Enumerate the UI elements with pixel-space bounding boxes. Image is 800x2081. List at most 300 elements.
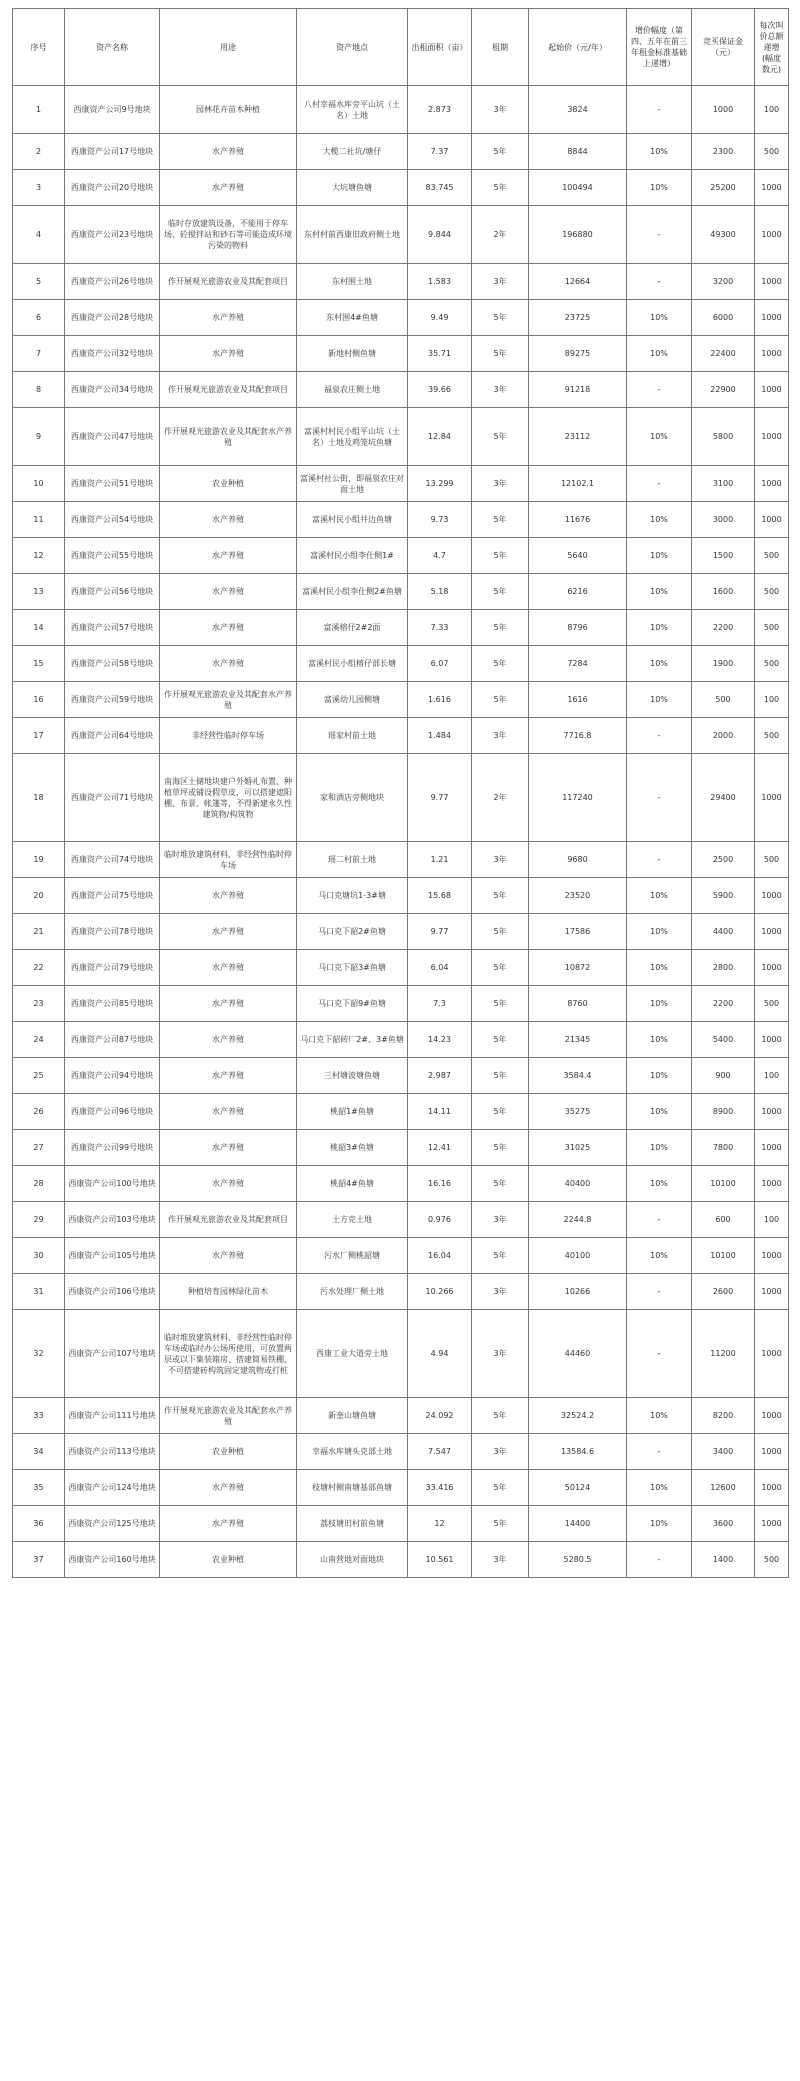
- cell-location: 马口克下韶砖厂2#、3#鱼塘: [297, 1022, 408, 1058]
- table-row: [13, 1506, 789, 1542]
- cell-usage: 水产养殖: [160, 1506, 297, 1542]
- cell-asset-name: 西康资产公司103号地块: [65, 1202, 160, 1238]
- cell-bid-increment: 500: [755, 610, 789, 646]
- cell-area: 33.416: [408, 1470, 472, 1506]
- cell-bid-increment: 1000: [755, 914, 789, 950]
- cell-index: 22: [13, 950, 65, 986]
- cell-deposit: 2000: [692, 718, 755, 754]
- table-row: [13, 336, 789, 372]
- cell-bid-increment: 1000: [755, 372, 789, 408]
- cell-location: 福泉农庄侧土地: [297, 372, 408, 408]
- cell-term: 5年: [472, 134, 529, 170]
- cell-asset-name: 西康资产公司28号地块: [65, 300, 160, 336]
- cell-increase-rate: -: [627, 718, 692, 754]
- cell-index: 29: [13, 1202, 65, 1238]
- header-row: [13, 9, 789, 86]
- cell-location: 富溪村社公街，即福泉农庄对面土地: [297, 466, 408, 502]
- cell-increase-rate: 10%: [627, 950, 692, 986]
- cell-index: 28: [13, 1166, 65, 1202]
- cell-location: 幸福水库塘头克部土地: [297, 1434, 408, 1470]
- cell-increase-rate: 10%: [627, 1470, 692, 1506]
- cell-term: 5年: [472, 1470, 529, 1506]
- table-row: [13, 1274, 789, 1310]
- table-row: [13, 1058, 789, 1094]
- cell-location: 新地村侧鱼塘: [297, 336, 408, 372]
- cell-location: 马口克塘坑1-3#塘: [297, 878, 408, 914]
- cell-area: 9.77: [408, 754, 472, 842]
- cell-usage: 作开展观光旅游农业及其配套水产养殖: [160, 682, 297, 718]
- cell-area: 9.49: [408, 300, 472, 336]
- cell-term: 5年: [472, 574, 529, 610]
- cell-asset-name: 西康资产公司94号地块: [65, 1058, 160, 1094]
- table-row: [13, 754, 789, 842]
- cell-asset-name: 西康资产公司17号地块: [65, 134, 160, 170]
- cell-increase-rate: 10%: [627, 502, 692, 538]
- cell-index: 20: [13, 878, 65, 914]
- cell-usage: 水产养殖: [160, 1094, 297, 1130]
- cell-starting-price: 5640: [529, 538, 627, 574]
- cell-bid-increment: 1000: [755, 466, 789, 502]
- cell-deposit: 2500: [692, 842, 755, 878]
- cell-increase-rate: -: [627, 842, 692, 878]
- cell-index: 3: [13, 170, 65, 206]
- cell-asset-name: 西康资产公司23号地块: [65, 206, 160, 264]
- cell-asset-name: 西康资产公司34号地块: [65, 372, 160, 408]
- cell-bid-increment: 1000: [755, 1166, 789, 1202]
- cell-area: 6.04: [408, 950, 472, 986]
- table-row: [13, 1470, 789, 1506]
- cell-location: 富溪榕仔2#2面: [297, 610, 408, 646]
- cell-location: 马口克下韶2#鱼塘: [297, 914, 408, 950]
- cell-location: 东村围4#鱼塘: [297, 300, 408, 336]
- cell-increase-rate: 10%: [627, 1022, 692, 1058]
- cell-index: 26: [13, 1094, 65, 1130]
- table-row: [13, 408, 789, 466]
- cell-bid-increment: 1000: [755, 206, 789, 264]
- cell-asset-name: 西康资产公司20号地块: [65, 170, 160, 206]
- cell-starting-price: 89275: [529, 336, 627, 372]
- cell-starting-price: 5280.5: [529, 1542, 627, 1578]
- cell-term: 5年: [472, 408, 529, 466]
- cell-term: 3年: [472, 86, 529, 134]
- table-row: [13, 610, 789, 646]
- cell-starting-price: 23520: [529, 878, 627, 914]
- cell-asset-name: 西康资产公司111号地块: [65, 1398, 160, 1434]
- cell-usage: 水产养殖: [160, 610, 297, 646]
- cell-deposit: 22900: [692, 372, 755, 408]
- col-header-index: 序号: [13, 9, 65, 86]
- table-row: [13, 466, 789, 502]
- cell-deposit: 1400: [692, 1542, 755, 1578]
- cell-term: 3年: [472, 1542, 529, 1578]
- cell-index: 31: [13, 1274, 65, 1310]
- cell-area: 5.18: [408, 574, 472, 610]
- cell-term: 3年: [472, 718, 529, 754]
- cell-increase-rate: 10%: [627, 646, 692, 682]
- cell-area: 13.299: [408, 466, 472, 502]
- cell-bid-increment: 1000: [755, 1094, 789, 1130]
- cell-location: 大榄二社坑/塘仔: [297, 134, 408, 170]
- cell-increase-rate: -: [627, 1274, 692, 1310]
- cell-bid-increment: 500: [755, 134, 789, 170]
- cell-index: 33: [13, 1398, 65, 1434]
- table-row: [13, 1094, 789, 1130]
- cell-usage: 水产养殖: [160, 646, 297, 682]
- cell-term: 3年: [472, 466, 529, 502]
- cell-usage: 农业种植: [160, 1434, 297, 1470]
- cell-term: 5年: [472, 1058, 529, 1094]
- cell-index: 37: [13, 1542, 65, 1578]
- cell-index: 14: [13, 610, 65, 646]
- cell-bid-increment: 1000: [755, 1434, 789, 1470]
- cell-asset-name: 西康资产公司107号地块: [65, 1310, 160, 1398]
- cell-deposit: 2200: [692, 986, 755, 1022]
- table-row: [13, 986, 789, 1022]
- cell-area: 16.16: [408, 1166, 472, 1202]
- cell-starting-price: 31025: [529, 1130, 627, 1166]
- cell-term: 3年: [472, 842, 529, 878]
- cell-bid-increment: 500: [755, 1542, 789, 1578]
- cell-deposit: 2600: [692, 1274, 755, 1310]
- cell-area: 7.33: [408, 610, 472, 646]
- cell-deposit: 10100: [692, 1238, 755, 1274]
- cell-area: 1.583: [408, 264, 472, 300]
- cell-bid-increment: 100: [755, 86, 789, 134]
- table-row: [13, 170, 789, 206]
- cell-term: 5年: [472, 950, 529, 986]
- cell-increase-rate: 10%: [627, 1094, 692, 1130]
- cell-usage: 作开展观光旅游农业及其配套项目: [160, 264, 297, 300]
- cell-location: 瑶二村前土地: [297, 842, 408, 878]
- table-row: [13, 950, 789, 986]
- cell-bid-increment: 1000: [755, 300, 789, 336]
- cell-index: 15: [13, 646, 65, 682]
- cell-bid-increment: 1000: [755, 1130, 789, 1166]
- cell-index: 7: [13, 336, 65, 372]
- cell-term: 5年: [472, 1022, 529, 1058]
- cell-starting-price: 44460: [529, 1310, 627, 1398]
- cell-bid-increment: 1000: [755, 1506, 789, 1542]
- cell-asset-name: 西康资产公司105号地块: [65, 1238, 160, 1274]
- cell-deposit: 900: [692, 1058, 755, 1094]
- cell-increase-rate: -: [627, 1310, 692, 1398]
- cell-term: 5年: [472, 1238, 529, 1274]
- col-header-usage: 用途: [160, 9, 297, 86]
- cell-term: 5年: [472, 1166, 529, 1202]
- cell-starting-price: 23112: [529, 408, 627, 466]
- cell-usage: 水产养殖: [160, 1166, 297, 1202]
- cell-bid-increment: 500: [755, 646, 789, 682]
- cell-deposit: 5900: [692, 878, 755, 914]
- table-row: [13, 574, 789, 610]
- cell-usage: 南海区土储地块建户外婚礼布置、种植草坪或铺设假草皮，可以搭建遮阳棚、布景、帐篷等，不得新建永久性建筑物/构筑物: [160, 754, 297, 842]
- col-header-deposit: 竞买保证金（元）: [692, 9, 755, 86]
- cell-starting-price: 196880: [529, 206, 627, 264]
- cell-increase-rate: 10%: [627, 574, 692, 610]
- cell-deposit: 8200: [692, 1398, 755, 1434]
- table-header: [13, 9, 789, 86]
- cell-increase-rate: 10%: [627, 1130, 692, 1166]
- cell-usage: 水产养殖: [160, 538, 297, 574]
- cell-index: 9: [13, 408, 65, 466]
- cell-term: 3年: [472, 1274, 529, 1310]
- cell-increase-rate: 10%: [627, 610, 692, 646]
- cell-starting-price: 23725: [529, 300, 627, 336]
- cell-usage: 水产养殖: [160, 950, 297, 986]
- cell-deposit: 1500: [692, 538, 755, 574]
- table-row: [13, 1542, 789, 1578]
- table-row: [13, 842, 789, 878]
- cell-starting-price: 10266: [529, 1274, 627, 1310]
- cell-location: 富溪村民小组李仕侧1#: [297, 538, 408, 574]
- cell-bid-increment: 100: [755, 1058, 789, 1094]
- cell-usage: 水产养殖: [160, 134, 297, 170]
- cell-deposit: 1900: [692, 646, 755, 682]
- table-row: [13, 134, 789, 170]
- cell-starting-price: 32524.2: [529, 1398, 627, 1434]
- cell-area: 7.3: [408, 986, 472, 1022]
- cell-location: 桃韶3#鱼塘: [297, 1130, 408, 1166]
- cell-starting-price: 117240: [529, 754, 627, 842]
- cell-usage: 水产养殖: [160, 1470, 297, 1506]
- cell-increase-rate: -: [627, 1434, 692, 1470]
- cell-deposit: 5800: [692, 408, 755, 466]
- cell-location: 富溪村民小组井边鱼塘: [297, 502, 408, 538]
- cell-bid-increment: 1000: [755, 754, 789, 842]
- cell-bid-increment: 500: [755, 842, 789, 878]
- cell-increase-rate: -: [627, 372, 692, 408]
- cell-location: 富溪村民小组李仕侧2#鱼塘: [297, 574, 408, 610]
- cell-starting-price: 7716.8: [529, 718, 627, 754]
- cell-index: 30: [13, 1238, 65, 1274]
- cell-deposit: 3000: [692, 502, 755, 538]
- cell-index: 11: [13, 502, 65, 538]
- table-row: [13, 502, 789, 538]
- cell-term: 5年: [472, 502, 529, 538]
- table-row: [13, 1238, 789, 1274]
- cell-deposit: 2200: [692, 610, 755, 646]
- cell-starting-price: 6216: [529, 574, 627, 610]
- cell-starting-price: 8796: [529, 610, 627, 646]
- col-header-bid-increment: 每次叫价总额递增(幅度数元): [755, 9, 789, 86]
- cell-bid-increment: 100: [755, 1202, 789, 1238]
- cell-increase-rate: -: [627, 1542, 692, 1578]
- cell-deposit: 12600: [692, 1470, 755, 1506]
- cell-index: 8: [13, 372, 65, 408]
- cell-index: 2: [13, 134, 65, 170]
- table-row: [13, 1398, 789, 1434]
- cell-increase-rate: 10%: [627, 682, 692, 718]
- cell-asset-name: 西康资产公司32号地块: [65, 336, 160, 372]
- cell-area: 10.561: [408, 1542, 472, 1578]
- cell-area: 14.11: [408, 1094, 472, 1130]
- table-row: [13, 1130, 789, 1166]
- cell-increase-rate: -: [627, 264, 692, 300]
- cell-increase-rate: 10%: [627, 300, 692, 336]
- cell-index: 34: [13, 1434, 65, 1470]
- table-row: [13, 206, 789, 264]
- cell-location: 东村围土地: [297, 264, 408, 300]
- cell-usage: 水产养殖: [160, 878, 297, 914]
- cell-asset-name: 西康资产公司124号地块: [65, 1470, 160, 1506]
- cell-usage: 非经营性临时停车场: [160, 718, 297, 754]
- cell-term: 5年: [472, 170, 529, 206]
- cell-term: 3年: [472, 1434, 529, 1470]
- cell-area: 1.616: [408, 682, 472, 718]
- cell-starting-price: 3584.4: [529, 1058, 627, 1094]
- cell-area: 4.7: [408, 538, 472, 574]
- cell-index: 12: [13, 538, 65, 574]
- cell-asset-name: 西康资产公司79号地块: [65, 950, 160, 986]
- cell-usage: 作开展观光旅游农业及其配套水产养殖: [160, 1398, 297, 1434]
- cell-index: 24: [13, 1022, 65, 1058]
- cell-usage: 作开展观光旅游农业及其配套水产养殖: [160, 408, 297, 466]
- cell-area: 2.873: [408, 86, 472, 134]
- cell-asset-name: 西康资产公司47号地块: [65, 408, 160, 466]
- cell-bid-increment: 500: [755, 718, 789, 754]
- cell-asset-name: 西康资产公司100号地块: [65, 1166, 160, 1202]
- table-row: [13, 646, 789, 682]
- cell-increase-rate: 10%: [627, 914, 692, 950]
- cell-area: 12.41: [408, 1130, 472, 1166]
- cell-bid-increment: 1000: [755, 950, 789, 986]
- cell-usage: 水产养殖: [160, 1238, 297, 1274]
- cell-usage: 水产养殖: [160, 336, 297, 372]
- cell-location: 三村塘波塘鱼塘: [297, 1058, 408, 1094]
- cell-bid-increment: 1000: [755, 408, 789, 466]
- cell-area: 35.71: [408, 336, 472, 372]
- asset-lease-table: [12, 8, 789, 1578]
- table-row: [13, 1166, 789, 1202]
- cell-starting-price: 2244.8: [529, 1202, 627, 1238]
- cell-location: 荔枝塘旧村前鱼塘: [297, 1506, 408, 1542]
- cell-index: 13: [13, 574, 65, 610]
- cell-deposit: 8900: [692, 1094, 755, 1130]
- cell-starting-price: 14400: [529, 1506, 627, 1542]
- col-header-starting-price: 起始价（元/年）: [529, 9, 627, 86]
- cell-location: 大坑塘鱼塘: [297, 170, 408, 206]
- cell-increase-rate: -: [627, 466, 692, 502]
- cell-index: 35: [13, 1470, 65, 1506]
- cell-increase-rate: -: [627, 206, 692, 264]
- cell-bid-increment: 1000: [755, 1274, 789, 1310]
- cell-area: 1.484: [408, 718, 472, 754]
- cell-asset-name: 西康资产公司59号地块: [65, 682, 160, 718]
- cell-usage: 水产养殖: [160, 300, 297, 336]
- cell-area: 15.68: [408, 878, 472, 914]
- cell-area: 2.987: [408, 1058, 472, 1094]
- table-row: [13, 914, 789, 950]
- col-header-increase-rate: 增价幅度（第四、五年在前三年租金标准基础上递增）: [627, 9, 692, 86]
- cell-term: 3年: [472, 264, 529, 300]
- cell-increase-rate: -: [627, 86, 692, 134]
- cell-starting-price: 12102.1: [529, 466, 627, 502]
- cell-deposit: 25200: [692, 170, 755, 206]
- cell-area: 4.94: [408, 1310, 472, 1398]
- cell-term: 5年: [472, 336, 529, 372]
- cell-index: 25: [13, 1058, 65, 1094]
- cell-usage: 作开展观光旅游农业及其配套项目: [160, 372, 297, 408]
- cell-starting-price: 40400: [529, 1166, 627, 1202]
- cell-deposit: 10100: [692, 1166, 755, 1202]
- cell-deposit: 7800: [692, 1130, 755, 1166]
- cell-asset-name: 西康资产公司71号地块: [65, 754, 160, 842]
- cell-starting-price: 100494: [529, 170, 627, 206]
- cell-usage: 水产养殖: [160, 914, 297, 950]
- cell-area: 7.37: [408, 134, 472, 170]
- cell-term: 5年: [472, 1130, 529, 1166]
- cell-index: 16: [13, 682, 65, 718]
- cell-term: 2年: [472, 754, 529, 842]
- cell-increase-rate: -: [627, 754, 692, 842]
- table-row: [13, 1202, 789, 1238]
- cell-area: 14.23: [408, 1022, 472, 1058]
- cell-asset-name: 西康资产公司57号地块: [65, 610, 160, 646]
- cell-index: 10: [13, 466, 65, 502]
- cell-location: 富溪村村民小组平山坑（土名）土地及鸡笼坑鱼塘: [297, 408, 408, 466]
- cell-starting-price: 21345: [529, 1022, 627, 1058]
- cell-deposit: 2300: [692, 134, 755, 170]
- cell-starting-price: 9680: [529, 842, 627, 878]
- table-row: [13, 300, 789, 336]
- cell-increase-rate: 10%: [627, 408, 692, 466]
- table-row: [13, 86, 789, 134]
- cell-asset-name: 西康资产公司26号地块: [65, 264, 160, 300]
- cell-usage: 水产养殖: [160, 1130, 297, 1166]
- cell-increase-rate: 10%: [627, 170, 692, 206]
- cell-usage: 临时堆放建筑材料、非经营性临时停车场或临时办公场所使用，可放置两层或以下集装箱房、搭建简易铁棚，不可搭建砖构筑固定建筑物或打桩: [160, 1310, 297, 1398]
- cell-starting-price: 17586: [529, 914, 627, 950]
- cell-asset-name: 西康资产公司58号地块: [65, 646, 160, 682]
- cell-term: 3年: [472, 372, 529, 408]
- cell-asset-name: 西康资产公司96号地块: [65, 1094, 160, 1130]
- cell-bid-increment: 500: [755, 986, 789, 1022]
- cell-area: 9.844: [408, 206, 472, 264]
- cell-starting-price: 1616: [529, 682, 627, 718]
- cell-increase-rate: 10%: [627, 1058, 692, 1094]
- table-row: [13, 878, 789, 914]
- cell-increase-rate: 10%: [627, 1166, 692, 1202]
- cell-starting-price: 13584.6: [529, 1434, 627, 1470]
- cell-usage: 水产养殖: [160, 502, 297, 538]
- cell-asset-name: 西康资产公司56号地块: [65, 574, 160, 610]
- cell-term: 5年: [472, 1094, 529, 1130]
- cell-bid-increment: 500: [755, 538, 789, 574]
- cell-index: 4: [13, 206, 65, 264]
- cell-asset-name: 西康资产公司106号地块: [65, 1274, 160, 1310]
- cell-location: 瑶家村前土地: [297, 718, 408, 754]
- cell-starting-price: 50124: [529, 1470, 627, 1506]
- cell-location: 马口克下韶3#鱼塘: [297, 950, 408, 986]
- cell-bid-increment: 1000: [755, 264, 789, 300]
- table-row: [13, 1434, 789, 1470]
- cell-deposit: 600: [692, 1202, 755, 1238]
- cell-increase-rate: 10%: [627, 1506, 692, 1542]
- cell-asset-name: 西康资产公司125号地块: [65, 1506, 160, 1542]
- cell-asset-name: 西康资产公司55号地块: [65, 538, 160, 574]
- cell-term: 5年: [472, 878, 529, 914]
- cell-asset-name: 西康资产公司64号地块: [65, 718, 160, 754]
- cell-area: 9.77: [408, 914, 472, 950]
- cell-usage: 水产养殖: [160, 574, 297, 610]
- cell-term: 5年: [472, 914, 529, 950]
- cell-term: 5年: [472, 646, 529, 682]
- cell-deposit: 3200: [692, 264, 755, 300]
- cell-term: 5年: [472, 300, 529, 336]
- cell-usage: 水产养殖: [160, 1058, 297, 1094]
- cell-term: 2年: [472, 206, 529, 264]
- cell-location: 八村幸福水库旁平山坑（土名）土地: [297, 86, 408, 134]
